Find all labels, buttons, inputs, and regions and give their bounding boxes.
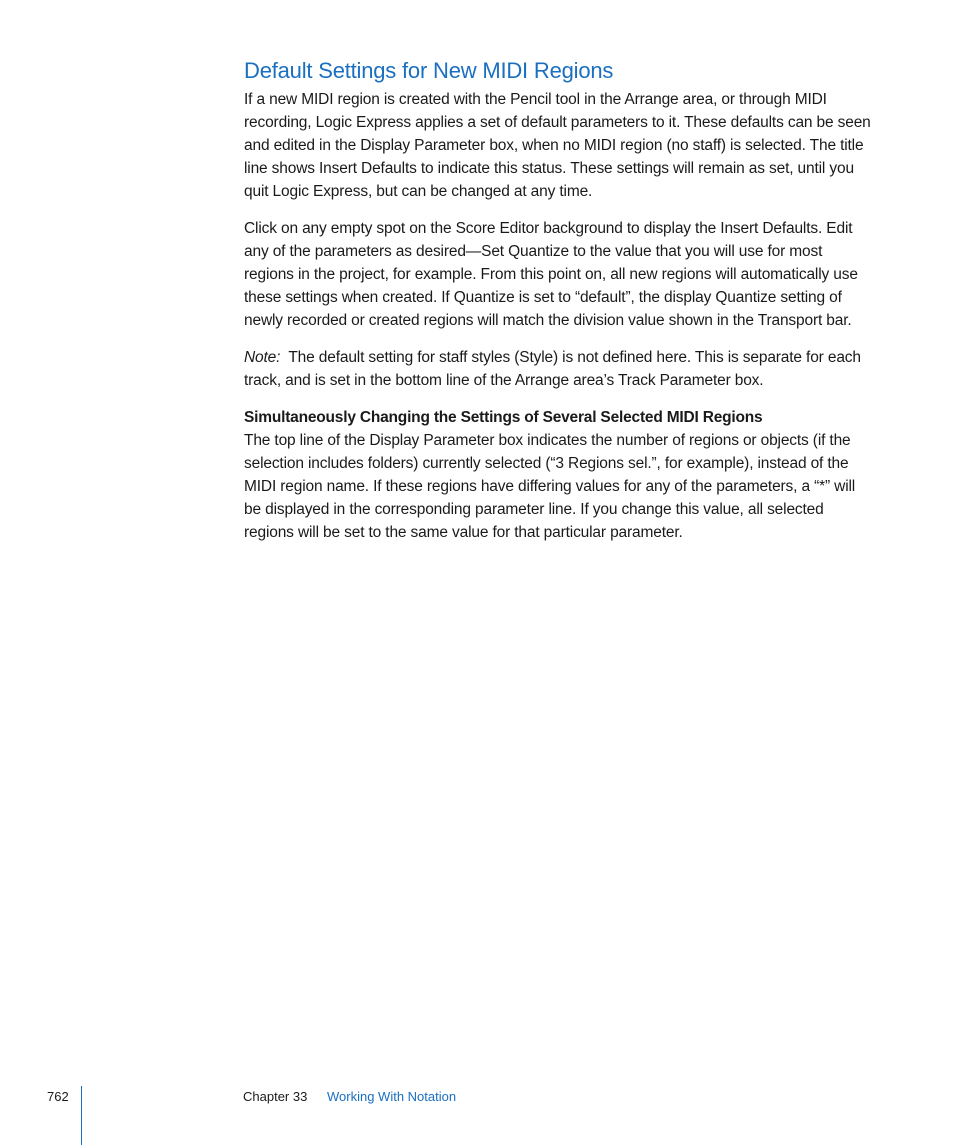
section-title: Default Settings for New MIDI Regions (244, 58, 614, 83)
page-content (244, 56, 874, 558)
page-number: 762 (47, 1089, 69, 1104)
body-paragraph: If a new MIDI region is created with the Pencil tool in the Arrange area, or through MIDI recording, Logic Express applies a set of default parameters to it. These defaults can be seen and edited in the Display Parameter box, when no MIDI region (no staff) is selected. The title line shows Insert Defaults to indicate this status. These settings will remain as set, until you quit Logic Express, but can be changed at any time. (244, 91, 871, 200)
footer-divider (81, 1086, 82, 1145)
footer-chapter: Chapter 33 (243, 1089, 308, 1104)
body-paragraph: The top line of the Display Parameter box indicates the number of regions or objects (if the selection includes folders) currently selected (“3 Regions sel.”, for example), instead of the MIDI region name. If these regions have differing values for any of the parameters, a “*” will be displayed in the corresponding parameter line. If you change this value, all selected regions will be set to the same value for that particular parameter. (244, 432, 856, 541)
note-paragraph (244, 346, 874, 392)
note-label: Note: (244, 349, 281, 366)
note-text: The default setting for staff styles (Style) is not defined here. This is separate for each track, and is set in the bottom line of the Arrange area’s Track Parameter box. (244, 349, 861, 389)
subsection-title: Simultaneously Changing the Settings of Several Selected MIDI Regions (244, 409, 763, 426)
footer-chapter-title: Working With Notation (327, 1089, 457, 1104)
body-paragraph: Click on any empty spot on the Score Editor background to display the Insert Defaults. Edit any of the parameters as desired—Set Quantize to the value that you will use for most regions in the project, for example. From this point on, all new regions will automatically use these settings when created. If Quantize is set to “default”, the display Quantize setting of newly recorded or created regions will match the division value shown in the Transport bar. (244, 220, 858, 329)
